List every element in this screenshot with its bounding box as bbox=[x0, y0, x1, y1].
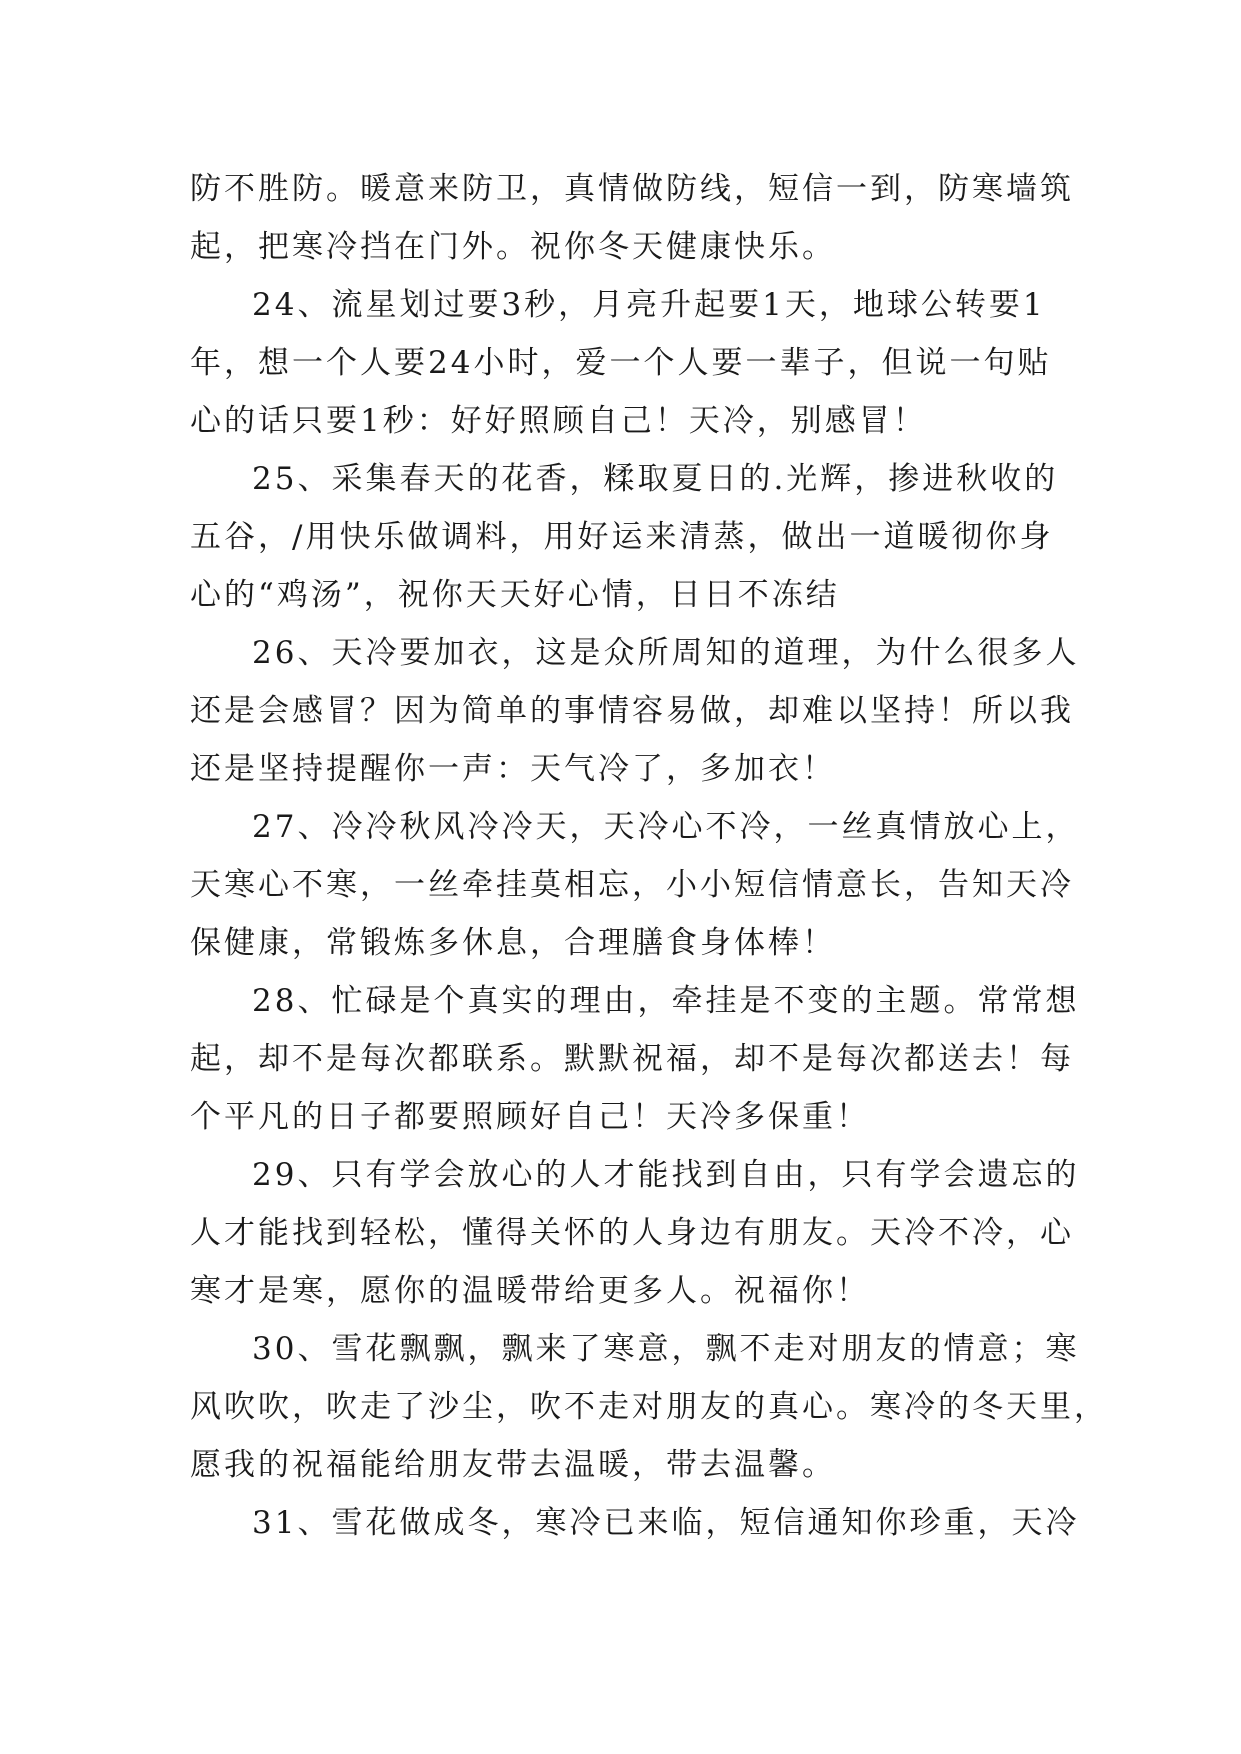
paragraph-30 bbox=[190, 1320, 1108, 1494]
text-line: 27、冷冷秋风冷冷天，天冷心不冷，一丝真情放心上， bbox=[252, 809, 1080, 845]
text-line: 31、雪花做成冬，寒冷已来临，短信通知你珍重，天冷 bbox=[252, 1505, 1080, 1541]
paragraph-24 bbox=[190, 276, 1070, 450]
text-line: 还是会感冒？因为简单的事情容易做，却难以坚持！所以我 bbox=[190, 693, 1074, 729]
text-line: 28、忙碌是个真实的理由，牵挂是不变的主题。常常想 bbox=[252, 983, 1080, 1019]
text-line: 24、流星划过要3秒，月亮升起要1天，地球公转要1 bbox=[252, 287, 1046, 323]
text-line: 个平凡的日子都要照顾好自己！天冷多保重！ bbox=[190, 1099, 870, 1135]
text-line: 人才能找到轻松，懂得关怀的人身边有朋友。天冷不冷，心 bbox=[190, 1215, 1074, 1251]
text-line: 25、采集春天的花香，糅取夏日的.光辉，掺进秋收的 bbox=[252, 461, 1059, 497]
paragraph-31 bbox=[190, 1494, 1080, 1552]
text-line: 起，把寒冷挡在门外。祝你冬天健康快乐。 bbox=[190, 229, 836, 265]
text-line: 年，想一个人要24小时，爱一个人要一辈子，但说一句贴 bbox=[190, 345, 1052, 381]
text-line: 30、雪花飘飘，飘来了寒意，飘不走对朋友的情意；寒 bbox=[252, 1331, 1080, 1367]
text-line: 防不胜防。暖意来防卫，真情做防线，短信一到，防寒墙筑 bbox=[190, 171, 1074, 207]
paragraph-continuation bbox=[190, 160, 1074, 276]
text-line: 起，却不是每次都联系。默默祝福，却不是每次都送去！每 bbox=[190, 1041, 1074, 1077]
text-line: 心的“鸡汤”，祝你天天好心情，日日不冻结 bbox=[190, 577, 840, 613]
paragraph-29 bbox=[190, 1146, 1080, 1320]
paragraph-27 bbox=[190, 798, 1080, 972]
text-line: 心的话只要1秒：好好照顾自己！天冷，别感冒！ bbox=[190, 403, 927, 439]
text-line: 天寒心不寒，一丝牵挂莫相忘，小小短信情意长，告知天冷 bbox=[190, 867, 1074, 903]
text-line: 愿我的祝福能给朋友带去温暖，带去温馨。 bbox=[190, 1447, 836, 1483]
paragraph-25 bbox=[190, 450, 1070, 624]
text-line: 保健康，常锻炼多休息，合理膳食身体棒！ bbox=[190, 925, 836, 961]
text-line: 五谷，/用快乐做调料，用好运来清蒸，做出一道暖彻你身 bbox=[190, 519, 1054, 555]
text-line: 寒才是寒，愿你的温暖带给更多人。祝福你！ bbox=[190, 1273, 870, 1309]
document-body bbox=[190, 160, 1108, 1552]
text-line: 29、只有学会放心的人才能找到自由，只有学会遗忘的 bbox=[252, 1157, 1080, 1193]
paragraph-28 bbox=[190, 972, 1080, 1146]
paragraph-26 bbox=[190, 624, 1080, 798]
text-line: 还是坚持提醒你一声：天气冷了，多加衣！ bbox=[190, 751, 836, 787]
text-line: 26、天冷要加衣，这是众所周知的道理，为什么很多人 bbox=[252, 635, 1080, 671]
text-line: 风吹吹，吹走了沙尘，吹不走对朋友的真心。寒冷的冬天里， bbox=[190, 1389, 1108, 1425]
